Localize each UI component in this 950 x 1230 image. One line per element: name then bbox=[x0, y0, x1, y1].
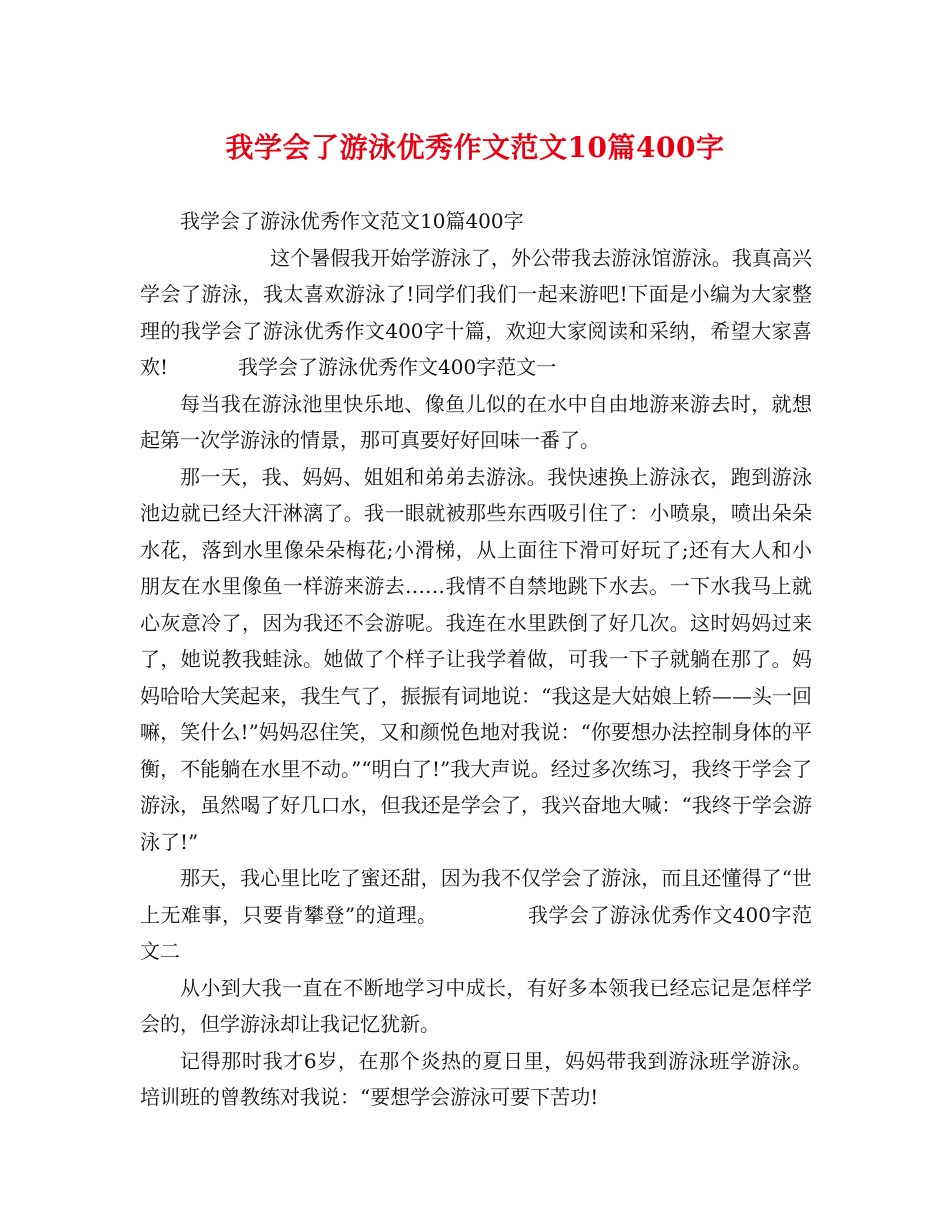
document-body bbox=[140, 203, 812, 1116]
paragraph: 每当我在游泳池里快乐地、像鱼儿似的在水中自由地游来游去时，就想起第一次学游泳的情景，那可真要好好回味一番了。 bbox=[140, 391, 812, 452]
document-title: 我学会了游泳优秀作文范文10篇400字 bbox=[225, 131, 725, 164]
paragraph: 记得那时我才6岁，在那个炎热的夏日里，妈妈带我到游泳班学游泳。培训班的曾教练对我说：“要想学会游泳可要下苦功! bbox=[140, 1048, 812, 1109]
subtitle-paragraph bbox=[140, 203, 812, 240]
paragraph: 从小到大我一直在不断地学习中成长，有好多本领我已经忘记是怎样学会的，但学游泳却让我记忆犹新。 bbox=[140, 975, 812, 1036]
paragraph: 那一天，我、妈妈、姐姐和弟弟去游泳。我快速换上游泳衣，跑到游泳池边就已经大汗淋漓了。我一眼就被那些东西吸引住了：小喷泉，喷出朵朵水花，落到水里像朵朵梅花;小滑梯，从上面往下滑可好玩了;还有大人和小朋友在水里像鱼一样游来游去……我情不自禁地跳下水去。一下水我马上就心灰意冷了，因为我还不会游呢。我连在水里跌倒了好几次。这时妈妈过来了，她说教我蛙泳。她做了个样子让我学着做，可我一下子就躺在那了。妈妈哈哈大笑起来，我生气了，振振有词地说：“我这是大姑娘上轿——头一回嘛，笑什么!”妈妈忍住笑，又和颜悦色地对我说：“你要想办法控制身体的平衡，不能躺在水里不动。”“明白了!”我大声说。经过多次练习，我终于学会了游泳，虽然喝了好几口水，但我还是学会了，我兴奋地大喊：“我终于学会游泳了!” bbox=[140, 464, 812, 854]
paragraph bbox=[140, 860, 812, 970]
section-heading-2: 我学会了游泳优秀作文400字范文二 bbox=[140, 902, 812, 963]
subtitle: 我学会了游泳优秀作文范文10篇400字 bbox=[180, 209, 524, 233]
intro-text: 这个暑假我开始学游泳了，外公带我去游泳馆游泳。我真高兴学会了游泳，我太喜欢游泳了!同学们我们一起来游吧!下面是小编为大家整理的我学会了游泳优秀作文400字十篇，欢迎大家阅读和采纳，希望大家喜欢! bbox=[140, 245, 812, 379]
paragraph-text: 那天，我心里比吃了蜜还甜，因为我不仅学会了游泳，而且还懂得了“世上无难事，只要肯攀登”的道理。 bbox=[140, 866, 812, 927]
section-heading-1: 我学会了游泳优秀作文400字范文一 bbox=[238, 355, 557, 379]
intro-paragraph bbox=[140, 240, 812, 386]
